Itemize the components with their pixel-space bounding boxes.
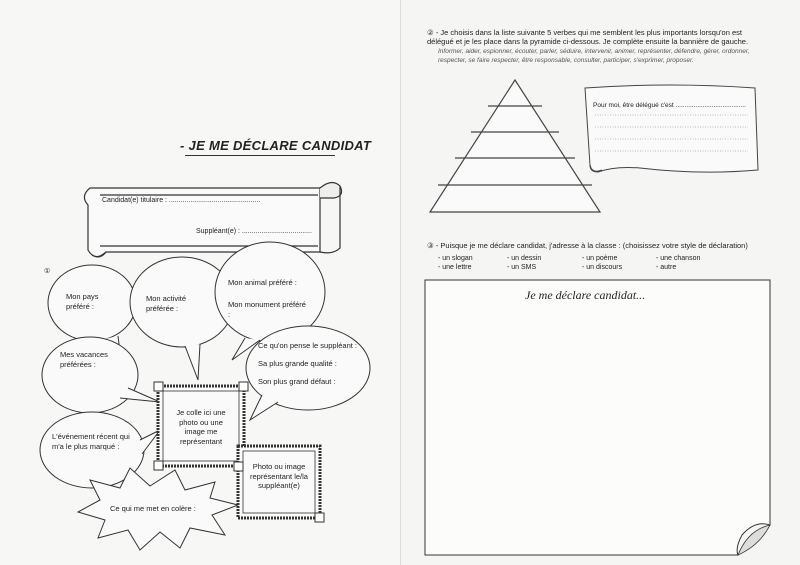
bubble-activite-text: Mon activité préférée : — [146, 294, 187, 313]
page-title: - JE ME DÉCLARE CANDIDAT — [180, 138, 372, 153]
section-number-1: ① — [44, 268, 51, 275]
bubble-monument-text: Mon monument préféré : — [228, 300, 306, 319]
writing-frame-title: Je me déclare candidat... — [525, 288, 646, 302]
question-3 — [427, 241, 777, 250]
choice-sms[interactable]: - un SMS — [507, 264, 537, 271]
question-2 — [427, 28, 767, 46]
choice-discours[interactable]: - un discours — [582, 264, 623, 271]
bubble-vacances — [42, 337, 138, 413]
bubble-evenement-text: L'événement récent qui m'a le plus marqué : — [52, 432, 130, 451]
choice-autre[interactable]: - autre — [656, 264, 677, 271]
scroll-banner — [84, 182, 341, 256]
photo-frame-1-text: Je colle ici une photo ou une image me représentant — [176, 408, 226, 446]
photo-frame-2-text: Photo ou image représentant le/la suppléant(e) — [250, 462, 308, 490]
pyramid — [430, 80, 600, 212]
bubble-suppleant-text: Ce qu'on pense le suppléant : — [258, 341, 358, 350]
verb-list: Informer, aider, espionner, écouter, parler, séduire, intervenir, animer, représenter, défendre, gérer, ordonner, respecter, se faire respecter, être responsable, consulter, participer, s'exprimer, proposer. — [438, 48, 750, 64]
question-2-text: - Je choisis dans la liste suivante 5 verbes qui me semblent les plus importants lorsqu'on est délégué et je les place dans la pyramide ci-dessous. Je complète ensuite la bannière de gauche. — [427, 28, 749, 46]
bubble-defaut-text: Son plus grand défaut : — [258, 377, 336, 386]
question-3-text: - Puisque je me déclare candidat, j'adresse à la classe : (choisissez votre style de déclaration) — [435, 241, 748, 250]
suppleant-field[interactable]: Suppléant(e) : .................................... — [196, 228, 312, 235]
choice-dessin[interactable]: - un dessin — [507, 255, 542, 262]
titulaire-field[interactable]: Candidat(e) titulaire : ............................................... — [102, 197, 261, 204]
choice-poeme[interactable]: - un poème — [582, 255, 618, 262]
choice-lettre[interactable]: - une lettre — [438, 264, 472, 271]
starburst-colere-text: Ce qui me met en colère : — [110, 504, 196, 513]
bubble-qualite-text: Sa plus grande qualité : — [258, 359, 337, 368]
bubble-pays-text: Mon pays préféré : — [66, 292, 99, 311]
bubble-animal-text: Mon animal préféré : — [228, 278, 297, 287]
banner-paper — [585, 85, 758, 172]
writing-frame — [425, 280, 770, 555]
question-3-number: ③ — [427, 241, 434, 250]
question-2-number: ② — [427, 28, 434, 37]
choice-chanson[interactable]: - une chanson — [656, 255, 701, 262]
choice-slogan[interactable]: - un slogan — [438, 255, 473, 262]
banner-text[interactable]: Pour moi, être délégué c'est ....................................... — [593, 102, 746, 109]
bubble-vacances-text: Mes vacances préférées : — [60, 350, 108, 369]
